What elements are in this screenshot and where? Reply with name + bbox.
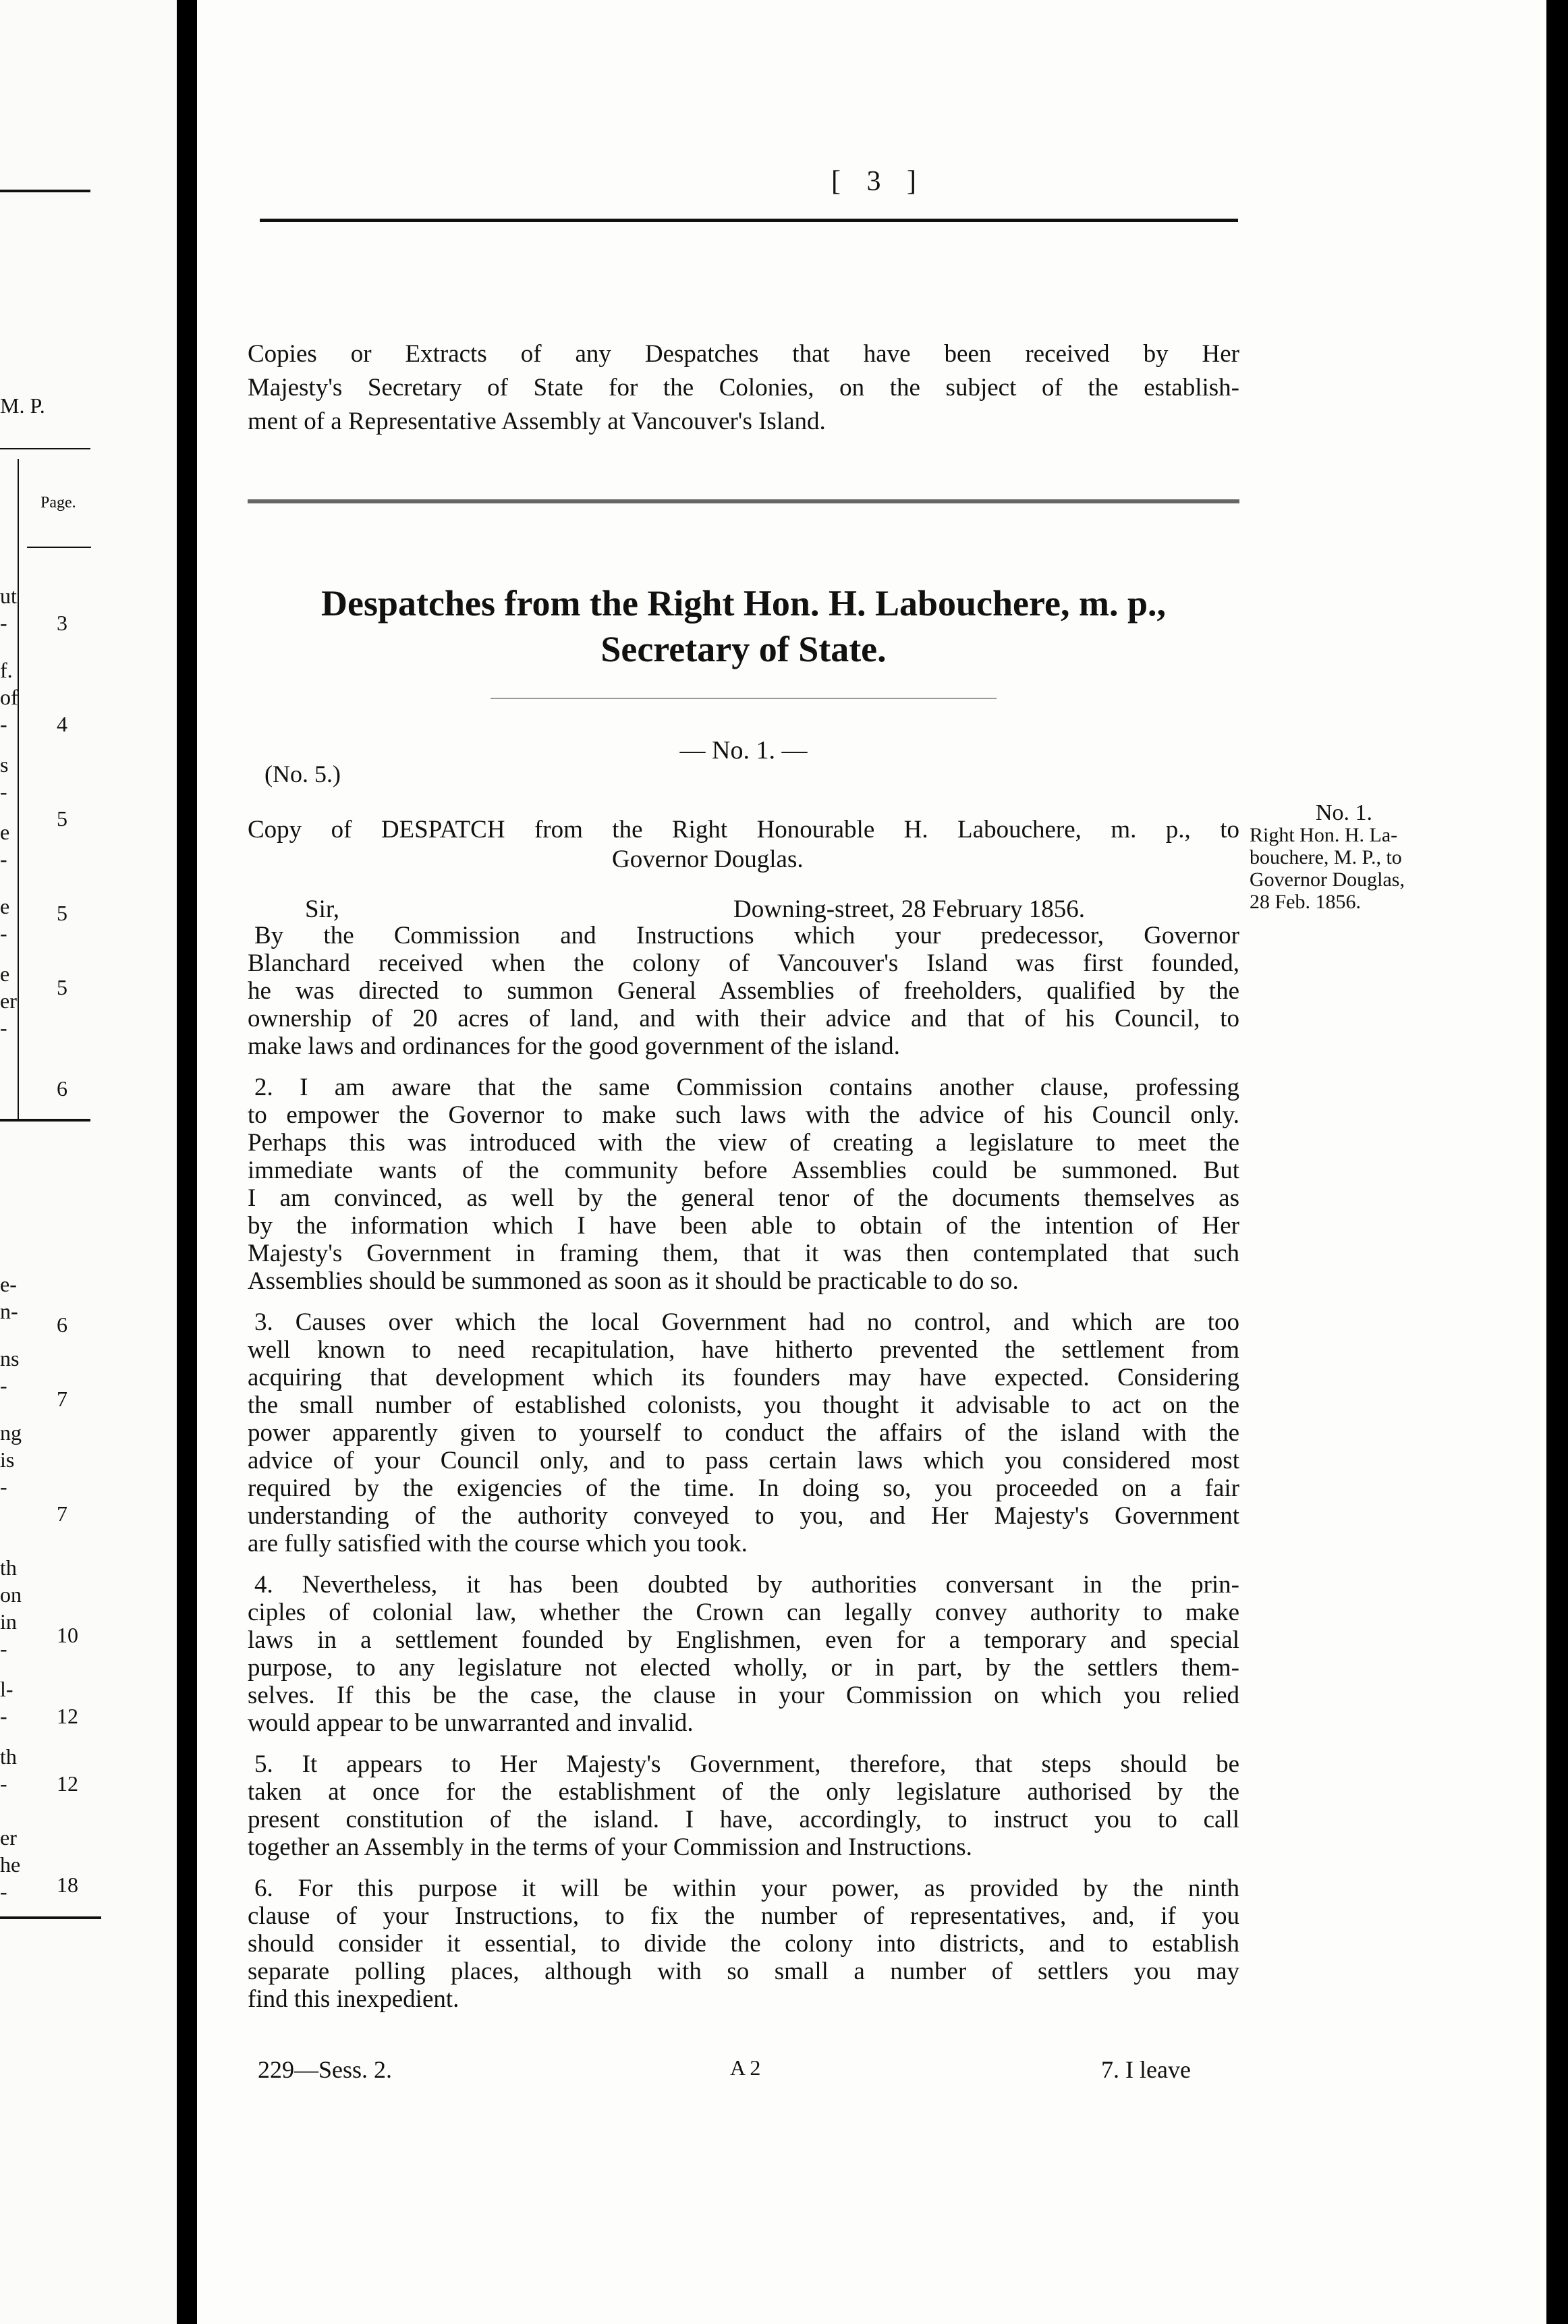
despatch-line: should consider it essential, to divide the colony into districts, and to establish bbox=[248, 1930, 1239, 1958]
left-page-number: 4 bbox=[57, 712, 67, 736]
left-fragment: ng bbox=[0, 1420, 22, 1445]
left-page-number: 7 bbox=[57, 1501, 67, 1526]
despatch-line: taken at once for the establishment of the only legislature authorised by the bbox=[248, 1778, 1239, 1806]
main-page bbox=[197, 0, 1546, 2324]
left-page-number: 12 bbox=[57, 1704, 78, 1728]
left-page-number: 18 bbox=[57, 1873, 78, 1897]
left-fragment: n- bbox=[0, 1299, 18, 1323]
despatch-line: purpose, to any legislature not elected wholly, or in part, by the settlers them- bbox=[248, 1654, 1239, 1682]
left-fragment: th bbox=[0, 1744, 17, 1769]
despatch-body bbox=[248, 922, 1239, 2013]
left-fragment: th bbox=[0, 1555, 17, 1580]
place-date: Downing-street, 28 February 1856. bbox=[733, 895, 1085, 923]
left-mp-label: M. P. bbox=[0, 393, 45, 418]
margin-note-line: bouchere, M. P., to bbox=[1250, 846, 1402, 868]
header-rule bbox=[260, 219, 1238, 222]
despatch-line: present constitution of the island. I have, accordingly, to instruct you to call bbox=[248, 1806, 1239, 1833]
page-number: [ 3 ] bbox=[831, 166, 926, 197]
despatch-heading-line2: Governor Douglas. bbox=[612, 846, 804, 873]
left-fragment: ns bbox=[0, 1346, 20, 1371]
despatch-line: ciples of colonial law, whether the Crown can legally convey authority to make bbox=[248, 1599, 1239, 1626]
despatch-line: laws in a settlement founded by Englishmen, even for a temporary and special bbox=[248, 1626, 1239, 1654]
margin-note-line: No. 1. bbox=[1315, 800, 1373, 825]
despatch-paragraph bbox=[248, 922, 1239, 1060]
left-fragment: s bbox=[0, 752, 9, 777]
despatch-line: Perhaps this was introduced with the view of creating a legislature to meet the bbox=[248, 1129, 1239, 1157]
despatch-paragraph bbox=[248, 1074, 1239, 1295]
left-top-rule bbox=[0, 190, 90, 192]
left-fragment: he bbox=[0, 1852, 21, 1877]
left-fragment: e bbox=[0, 894, 10, 918]
despatch-line: Majesty's Government in framing them, that it was then contemplated that such bbox=[248, 1240, 1239, 1267]
left-fragment: er bbox=[0, 1825, 17, 1850]
margin-note-line: 28 Feb. 1856. bbox=[1250, 891, 1361, 913]
left-fragment: - bbox=[0, 1636, 7, 1661]
left-fragment: l- bbox=[0, 1677, 13, 1701]
despatch-line: make laws and ordinances for the good government of the island. bbox=[248, 1032, 900, 1060]
section-title bbox=[248, 580, 1239, 672]
section-separator-rule bbox=[491, 698, 997, 699]
binding-gutter bbox=[177, 0, 197, 2324]
left-fragment: on bbox=[0, 1582, 22, 1607]
right-dark-edge bbox=[1546, 0, 1568, 2324]
intro-line: Copies or Extracts of any Despatches that have been received by Her bbox=[248, 340, 1239, 368]
despatch-line: well known to need recapitulation, have hitherto prevented the settlement from bbox=[248, 1336, 1239, 1364]
intro-line: ment of a Representative Assembly at Vancouver's Island. bbox=[248, 408, 826, 435]
salutation: Sir, bbox=[305, 895, 339, 923]
despatch-line: clause of your Instructions, to fix the number of representatives, and, if you bbox=[248, 1902, 1239, 1930]
despatch-line: would appear to be unwarranted and invalid. bbox=[248, 1709, 694, 1737]
left-fragment: - bbox=[0, 1016, 7, 1040]
sessional-number: 229—Sess. 2. bbox=[258, 2056, 393, 2083]
signature-mark: A 2 bbox=[730, 2055, 761, 2080]
left-page-number: 6 bbox=[57, 1312, 67, 1337]
despatch-line: 3. Causes over which the local Government had no control, and which are too bbox=[254, 1308, 1239, 1336]
left-table-divider bbox=[18, 459, 19, 1120]
despatch-line: understanding of the authority conveyed to you, and Her Majesty's Government bbox=[248, 1502, 1239, 1530]
margin-note bbox=[1250, 802, 1438, 913]
left-fragment: - bbox=[0, 611, 7, 635]
left-fragment: of bbox=[0, 685, 18, 709]
catchword: 7. I leave bbox=[1101, 2056, 1191, 2083]
despatch-line: immediate wants of the community before Assemblies could be summoned. But bbox=[248, 1157, 1239, 1184]
despatch-paragraph bbox=[248, 1308, 1239, 1557]
despatch-paragraph bbox=[248, 1571, 1239, 1737]
left-fragment: - bbox=[0, 1771, 7, 1796]
left-fragment: - bbox=[0, 1474, 7, 1499]
margin-note-line: Governor Douglas, bbox=[1250, 868, 1405, 891]
section-title-line1: Despatches from the Right Hon. H. Labouchere, m. p., bbox=[321, 583, 1166, 624]
despatch-line: 5. It appears to Her Majesty's Government, therefore, that steps should be bbox=[254, 1750, 1239, 1778]
left-fragment: e- bbox=[0, 1272, 17, 1296]
left-page bbox=[0, 0, 177, 2324]
left-page-number: 10 bbox=[57, 1623, 78, 1647]
left-page-column-header: Page. bbox=[40, 494, 76, 511]
despatch-paragraph bbox=[248, 1750, 1239, 1861]
left-table-top-rule bbox=[0, 448, 90, 449]
despatch-line: together an Assembly in the terms of your Commission and Instructions. bbox=[248, 1833, 972, 1861]
despatch-heading-line1: Copy of DESPATCH from the Right Honourable H. Labouchere, m. p., to bbox=[248, 816, 1239, 843]
left-bottom-rule bbox=[0, 1916, 101, 1919]
despatch-line: find this inexpedient. bbox=[248, 1985, 459, 2013]
left-fragment: - bbox=[0, 921, 7, 945]
despatch-line: Blanchard received when the colony of Vancouver's Island was first founded, bbox=[248, 949, 1239, 977]
left-fragment: - bbox=[0, 1373, 7, 1398]
left-fragment: is bbox=[0, 1447, 15, 1472]
left-mid-rule bbox=[0, 1119, 90, 1122]
despatch-line: acquiring that development which its founders may have expected. Considering bbox=[248, 1364, 1239, 1391]
left-page-number: 5 bbox=[57, 975, 67, 999]
left-page-number: 6 bbox=[57, 1076, 67, 1101]
section-title-line2: Secretary of State. bbox=[600, 629, 887, 669]
despatch-line: power apparently given to yourself to conduct the affairs of the island with the bbox=[248, 1419, 1239, 1447]
despatch-line: By the Commission and Instructions which your predecessor, Governor bbox=[254, 922, 1239, 949]
left-fragment: f. bbox=[0, 658, 13, 682]
despatch-line: required by the exigencies of the time. In doing so, you proceeded on a fair bbox=[248, 1474, 1239, 1502]
despatch-line: 6. For this purpose it will be within your power, as provided by the ninth bbox=[254, 1875, 1239, 1902]
despatch-line: advice of your Council only, and to pass certain laws which you considered most bbox=[248, 1447, 1239, 1474]
despatch-line: Assemblies should be summoned as soon as it should be practicable to do so. bbox=[248, 1267, 1019, 1295]
left-page-number: 5 bbox=[57, 806, 67, 831]
despatch-paragraph bbox=[248, 1875, 1239, 2013]
despatch-line: 2. I am aware that the same Commission contains another clause, professing bbox=[254, 1074, 1239, 1101]
left-fragment: ut bbox=[0, 584, 17, 608]
left-fragment: er bbox=[0, 989, 17, 1013]
despatch-line: 4. Nevertheless, it has been doubted by authorities conversant in the prin- bbox=[254, 1571, 1239, 1599]
left-fragment: - bbox=[0, 1879, 7, 1904]
left-fragment: - bbox=[0, 1704, 7, 1728]
despatch-heading bbox=[248, 815, 1239, 875]
margin-note-line: Right Hon. H. La- bbox=[1250, 824, 1398, 846]
despatch-line: by the information which I have been able to obtain of the intention of Her bbox=[248, 1212, 1239, 1240]
left-page-number: 5 bbox=[57, 901, 67, 925]
despatch-line: selves. If this be the case, the clause in your Commission on which you relied bbox=[248, 1682, 1239, 1709]
despatch-line: are fully satisfied with the course which you took. bbox=[248, 1530, 748, 1557]
left-fragment: - bbox=[0, 712, 7, 736]
left-fragment: - bbox=[0, 779, 7, 804]
left-page-number: 12 bbox=[57, 1771, 78, 1796]
left-fragment: e bbox=[0, 962, 10, 986]
left-table-header-rule bbox=[27, 547, 91, 548]
despatch-line: separate polling places, although with so small a number of settlers you may bbox=[248, 1958, 1239, 1985]
despatch-line: the small number of established colonists, you thought it advisable to act on the bbox=[248, 1391, 1239, 1419]
left-fragment: - bbox=[0, 847, 7, 871]
despatch-line: ownership of 20 acres of land, and with their advice and that of his Council, to bbox=[248, 1005, 1239, 1032]
despatch-line: to empower the Governor to make such laws with the advice of his Council only. bbox=[248, 1101, 1239, 1129]
left-page-number: 7 bbox=[57, 1387, 67, 1411]
left-page-number: 3 bbox=[57, 611, 67, 635]
left-fragment: in bbox=[0, 1609, 17, 1634]
intro-line: Majesty's Secretary of State for the Colonies, on the subject of the establish- bbox=[248, 374, 1239, 402]
intro-separator-rule bbox=[248, 499, 1239, 503]
despatch-number: — No. 1. — bbox=[679, 736, 808, 765]
despatch-line: I am convinced, as well by the general tenor of the documents themselves as bbox=[248, 1184, 1239, 1212]
left-fragment: e bbox=[0, 820, 10, 844]
despatch-number-left: (No. 5.) bbox=[264, 760, 341, 787]
intro-heading bbox=[248, 337, 1239, 439]
despatch-line: he was directed to summon General Assemblies of freeholders, qualified by the bbox=[248, 977, 1239, 1005]
